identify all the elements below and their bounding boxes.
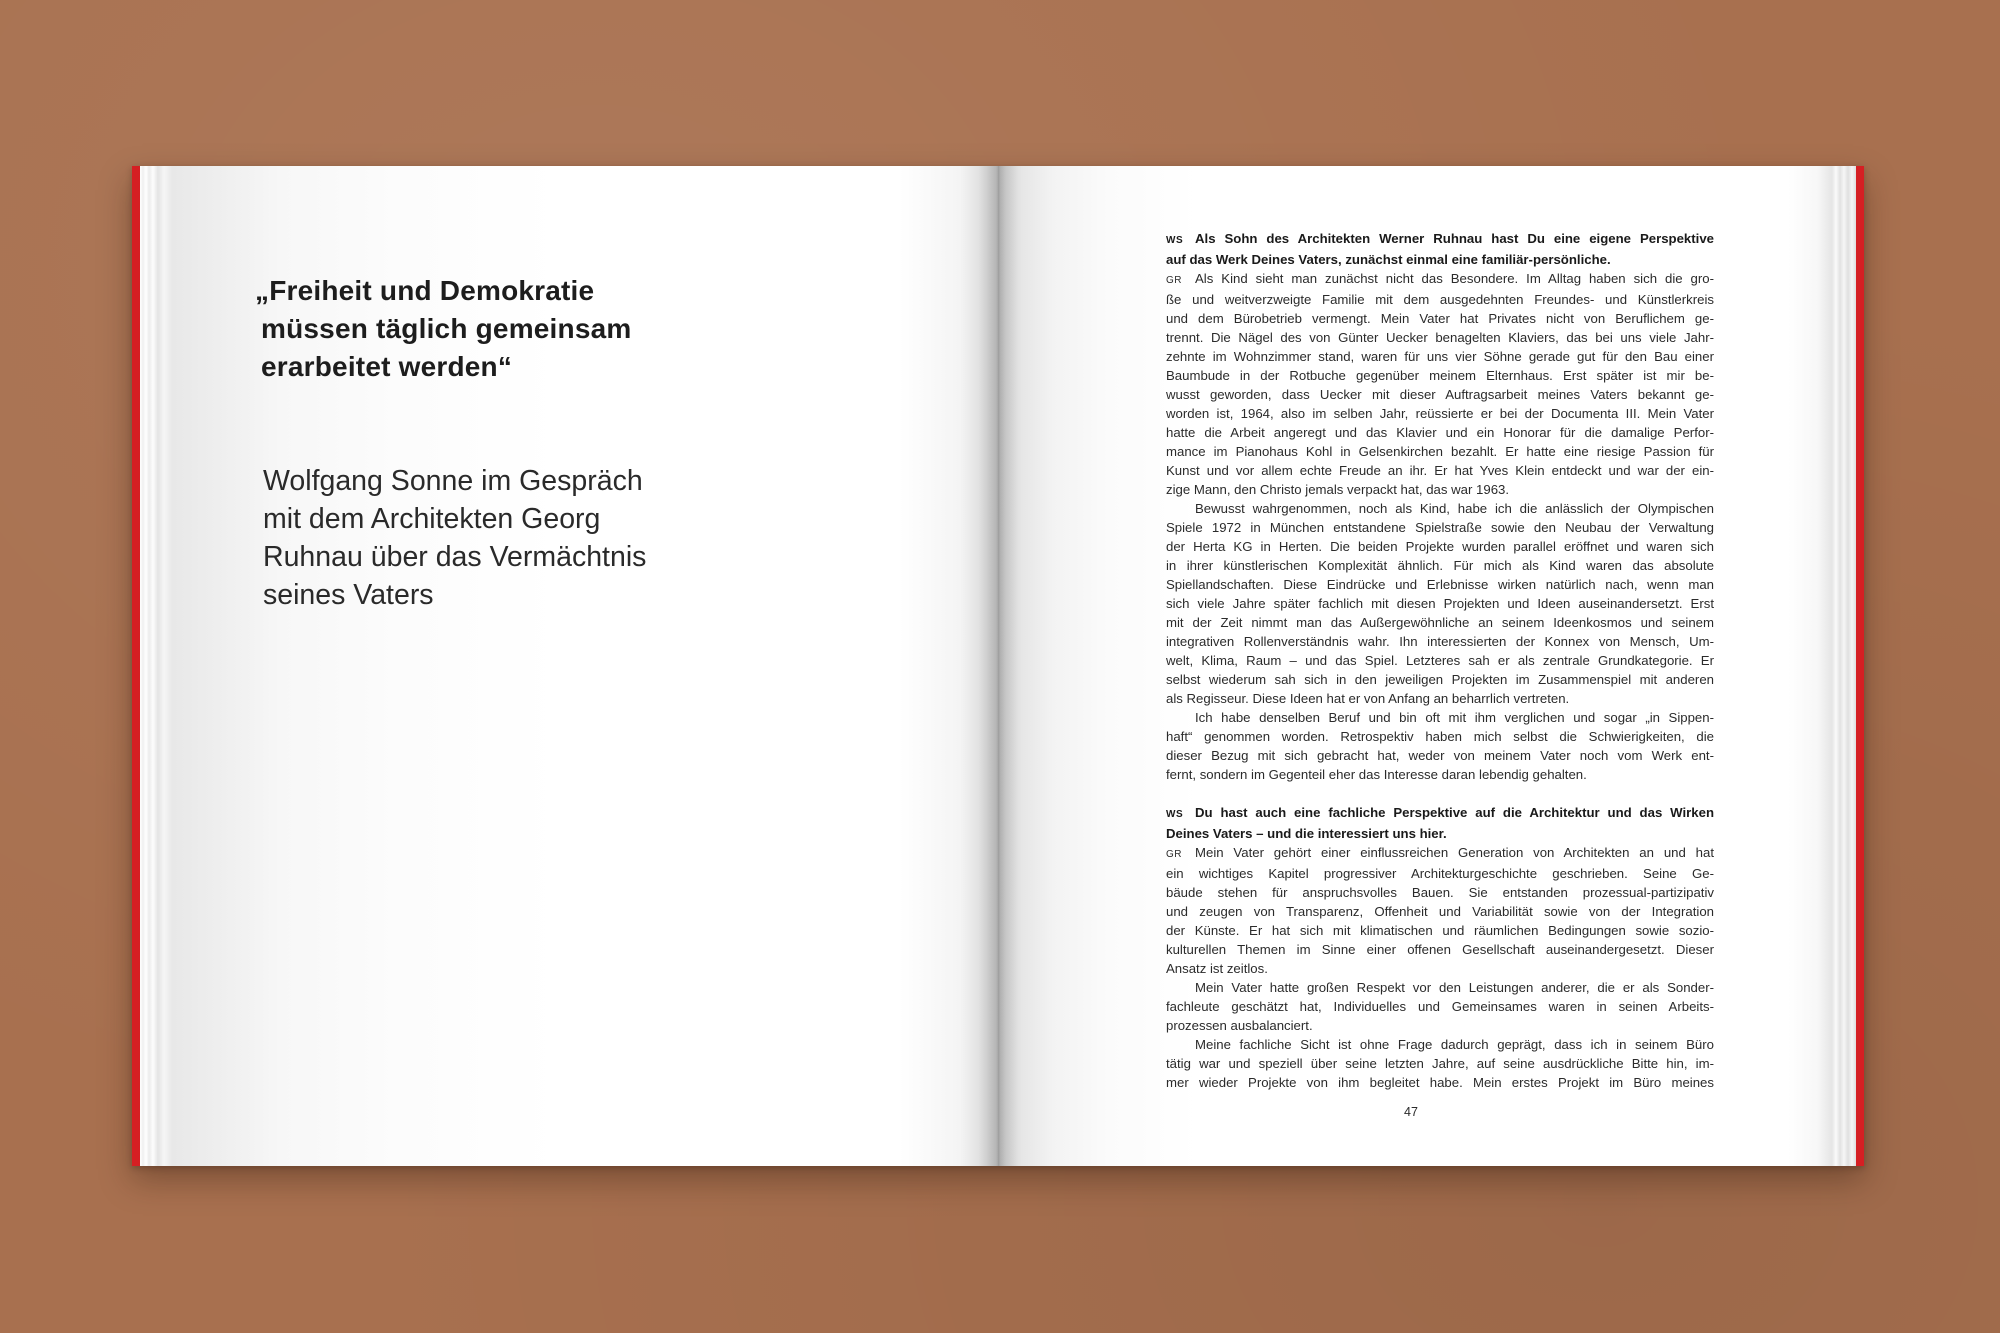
answer-line: GR Als Kind sieht man zunächst nicht das Besondere. Im Alltag haben sich die gro- xyxy=(1166,269,1714,290)
answer-line: und dem Bürobetrieb vermengt. Mein Vater hat Privates nicht von Beruflichem ge- xyxy=(1166,311,1714,326)
interview-subtitle xyxy=(263,462,646,614)
question-line: Deines Vaters – und die interessiert uns hier. xyxy=(1166,826,1447,841)
answer-line: Ich habe denselben Beruf und bin oft mit ihm verglichen und sogar „in Sippen- xyxy=(1195,710,1714,725)
answer-line: zehnte im Wohnzimmer stand, waren für uns vier Söhne gerade gut für den Bau einer xyxy=(1166,349,1714,364)
answer-line: ein wichtiges Kapitel progressiver Architekturgeschichte geschrieben. Seine Ge- xyxy=(1166,866,1714,881)
answer-line: sich viele Jahre später fachlich mit diesen Projekten und Ideen auseinandersetzt. Erst xyxy=(1166,596,1714,611)
answer-line: dieser Bezug mit sich gebracht hat, weder von meinem Vater noch vom Werk ent- xyxy=(1166,748,1714,763)
answer-line: hatte die Arbeit angeregt und das Klavier und ein Honorar für die damalige Perfor- xyxy=(1166,425,1714,440)
quote-line: müssen täglich gemeinsam xyxy=(261,313,632,344)
answer-line: mer wieder Projekte von ihm begleitet habe. Mein erstes Projekt im Büro meines xyxy=(1166,1075,1714,1090)
question-line: auf das Werk Deines Vaters, zunächst einmal eine familiär-persönliche. xyxy=(1166,252,1611,267)
book-cover-edge-left xyxy=(132,166,140,1166)
question-line: WS Du hast auch eine fachliche Perspektive auf die Architektur und das Wirken xyxy=(1166,803,1714,824)
answer-line: trennt. Die Nägel des von Günter Uecker benagelten Klaviers, das bei uns viele Jahr- xyxy=(1166,330,1714,345)
answer-line: Ansatz ist zeitlos. xyxy=(1166,961,1268,976)
answer-line: Bewusst wahrgenommen, noch als Kind, habe ich die anlässlich der Olympischen xyxy=(1195,501,1714,516)
paragraph-gap xyxy=(1166,784,1714,803)
right-page xyxy=(998,166,1856,1166)
interview-text-column xyxy=(1166,229,1714,1092)
answer-line: GR Mein Vater gehört einer einflussreichen Generation von Architekten an und hat xyxy=(1166,843,1714,864)
book-gutter-shadow xyxy=(978,166,1018,1166)
answer-line: und zeugen von Transparenz, Offenheit und Variabilität sowie von der Integration xyxy=(1166,904,1714,919)
answer-line: wusst geworden, dass Uecker mit dieser Auftragsarbeit meines Vaters bekannt ge- xyxy=(1166,387,1714,402)
subtitle-line: Wolfgang Sonne im Gespräch xyxy=(263,465,643,497)
subtitle-line: mit dem Architekten Georg xyxy=(263,503,601,535)
speaker-label-ws: WS xyxy=(1166,235,1184,246)
answer-line: Meine fachliche Sicht ist ohne Frage dadurch geprägt, dass ich in seinem Büro xyxy=(1195,1037,1714,1052)
answer-line: kulturellen Themen im Sinne einer offenen Gesellschaft auseinandergesetzt. Dieser xyxy=(1166,942,1714,957)
answer-line: der Herta KG in Herten. Die beiden Projekte wurden parallel eröffnet und waren sich xyxy=(1166,539,1714,554)
answer-line: Spiele 1972 in München entstandene Spielstraße sowie den Neubau der Verwaltung xyxy=(1166,520,1714,535)
answer-line: Mein Vater hatte großen Respekt vor den Leistungen anderer, die er als Sonder- xyxy=(1195,980,1714,995)
answer-line: welt, Klima, Raum – und das Spiel. Letzteres sah er als zentrale Grundkategorie. Er xyxy=(1166,653,1714,668)
book-cover-edge-right xyxy=(1856,166,1864,1166)
speaker-label-gr: GR xyxy=(1166,849,1182,860)
answer-line: mit der Zeit nimmt man das Außergewöhnliche an seinem Ideenkosmos und seinem xyxy=(1166,615,1714,630)
answer-line: fachleute geschätzt hat, Individuelles und Gemeinsames waren in seinen Arbeits- xyxy=(1166,999,1714,1014)
answer-line: ße und weitverzweigte Familie mit dem ausgedehnten Freundes- und Künstlerkreis xyxy=(1166,292,1714,307)
open-book xyxy=(132,166,1864,1166)
answer-line: selbst wiederum sah sich in den jeweiligen Projekten im Zusammenspiel mit anderen xyxy=(1166,672,1714,687)
answer-line: integrativen Rollenverständnis wahr. Ihn interessierten der Konnex von Mensch, Um- xyxy=(1166,634,1714,649)
answer-line: Baumbude in der Rotbuche gegenüber meinem Elternhaus. Erst später ist mir be- xyxy=(1166,368,1714,383)
quote-heading xyxy=(255,272,631,386)
answer-line: als Regisseur. Diese Ideen hat er von Anfang an beharrlich vertreten. xyxy=(1166,691,1570,706)
left-page xyxy=(140,166,998,1166)
speaker-label-gr: GR xyxy=(1166,275,1182,286)
answer-line: worden ist, 1964, also im selben Jahr, reüssierte er bei der Documenta III. Mein Vater xyxy=(1166,406,1714,421)
page-number: 47 xyxy=(1404,1105,1418,1119)
quote-line: erarbeitet werden“ xyxy=(261,351,513,382)
answer-line: in ihrer künstlerischen Komplexität ähnlich. Für mich als Kind waren das absolute xyxy=(1166,558,1714,573)
answer-line: zige Mann, den Christo jemals verpackt hat, das war 1963. xyxy=(1166,482,1510,497)
answer-line: prozessen ausbalanciert. xyxy=(1166,1018,1313,1033)
answer-line: Spiellandschaften. Diese Eindrücke und Erlebnisse wirken natürlich nach, wenn man xyxy=(1166,577,1714,592)
quote-line: „Freiheit und Demokratie xyxy=(255,275,595,306)
subtitle-line: seines Vaters xyxy=(263,579,434,611)
answer-line: tätig war und speziell über seine letzten Jahre, auf seine ausdrückliche Bitte hin, im- xyxy=(1166,1056,1714,1071)
answer-line: bäude stehen für anspruchsvolles Bauen. Sie entstanden prozessual-partizipativ xyxy=(1166,885,1714,900)
answer-line: der Künste. Er hat sich mit klimatischen und räumlichen Bedingungen sowie sozio- xyxy=(1166,923,1714,938)
speaker-label-ws: WS xyxy=(1166,809,1184,820)
answer-line: fernt, sondern im Gegenteil eher das Interesse daran lebendig gehalten. xyxy=(1166,767,1587,782)
subtitle-line: Ruhnau über das Vermächtnis xyxy=(263,541,647,573)
answer-line: Kunst und vor allem echte Freude an ihr. Er hat Yves Klein entdeckt und war der ein- xyxy=(1166,463,1714,478)
answer-line: mance im Pianohaus Kohl in Gelsenkirchen bezahlt. Er hatte eine riesige Passion für xyxy=(1166,444,1714,459)
question-line: WS Als Sohn des Architekten Werner Ruhnau hast Du eine eigene Perspektive xyxy=(1166,229,1714,250)
answer-line: haft“ genommen worden. Retrospektiv haben mich selbst die Schwierigkeiten, die xyxy=(1166,729,1714,744)
